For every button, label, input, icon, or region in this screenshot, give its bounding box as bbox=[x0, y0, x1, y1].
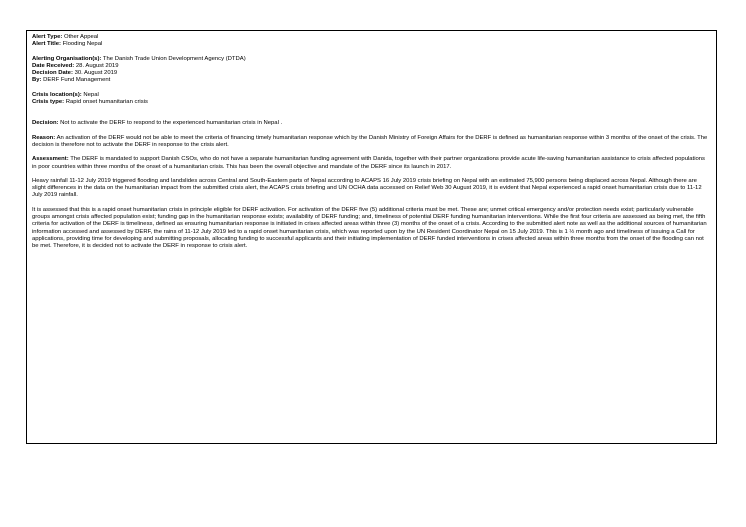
by-line bbox=[32, 77, 711, 84]
reason-label: Reason: bbox=[32, 134, 56, 141]
date-received-label: Date Received: bbox=[32, 62, 75, 69]
criteria-paragraph: It is assessed that this is a rapid onset humanitarian crisis in principle eligible for DERF activation. For activation of the DERF five (5) additional criteria must be met. These are; unmet critical emergency and/or protection needs exist; particularly vulnerable groups amongst crisis affected population exist; funding gap in the humanitarian response exists; availability of DERF funding; and, timeliness of potential DERF funding humanitarian interventions. While the first four criteria are assessed as being met, the fifth criteria for activation of the DERF is timeliness, defined as ensuring humanitarian response is initiated in crises affected areas within three (3) months of the onset of a crisis. According to the submitted alert note as well as the additional sources of humanitarian information accessed and assessed by DERF, the rains of 11-12 July 2019 led to a rapid onset humanitarian crisis, which was reported upon by the UN Resident Coordinator Nepal on 15 July 2019. This is 1 ½ month ago and timeliness of issuing a Call for applications, providing time for developing and submitting proposals, allocating funding to successful applicants and their initiating implementation of DERF funded interventions in crises affected areas within three months from the onset of the flooding can not be met. Therefore, it is decided not to activate the DERF in response to crisis alert. bbox=[32, 206, 707, 250]
reason-paragraph bbox=[32, 135, 711, 150]
alerting-organisation-value: The Danish Trade Union Development Agency (DTDA) bbox=[102, 55, 246, 62]
decision-label: Decision: bbox=[32, 120, 59, 127]
alerting-organisation-label: Alerting Organisation(s): bbox=[32, 55, 102, 62]
decision-date-value: 30. August 2019 bbox=[74, 70, 118, 77]
crisis-location-label: Crisis location(s): bbox=[32, 91, 82, 98]
crisis-location-line bbox=[32, 92, 711, 99]
spacer bbox=[32, 106, 711, 120]
spacer bbox=[32, 49, 711, 56]
by-value: DERF Fund Management bbox=[43, 77, 111, 84]
crisis-type-line bbox=[32, 99, 711, 106]
alert-type-label: Alert Type: bbox=[32, 34, 63, 40]
alert-title-value: Flooding Nepal bbox=[62, 41, 103, 48]
decision-date-line bbox=[32, 70, 711, 77]
alert-title-line bbox=[32, 41, 711, 48]
reason-text: An activation of the DERF would not be able to meet the criteria of financing timely humanitarian response which by the Danish Ministry of Foreign Affairs for the DERF is defined as humanitarian response within 3 months of the onset of the crisis. The decision is therefore not to activate the DERF in response to the crisis alert. bbox=[32, 134, 708, 148]
decision-text: Not to activate the DERF to respond to the experienced humanitarian crisis in Nepal . bbox=[60, 120, 283, 127]
decision-date-label: Decision Date: bbox=[32, 70, 73, 77]
assessment-paragraph bbox=[32, 156, 711, 171]
assessment-text: The DERF is mandated to support Danish CSOs, who do not have a separate humanitarian funding agreement with Danida, together with their partner organizations provide acute life-saving humanitarian assistance to crisis affected populations in poor countries within three months of the onset of a humanitarian crisis. This has been the overall objective and mandate of the DERF since its launch in 2017. bbox=[32, 156, 706, 170]
decision-document bbox=[26, 30, 717, 444]
crisis-type-label: Crisis type: bbox=[32, 99, 65, 106]
date-received-value: 28. August 2019 bbox=[75, 62, 119, 69]
alert-type-line bbox=[32, 34, 711, 41]
alerting-organisation-line bbox=[32, 56, 711, 63]
decision-paragraph bbox=[32, 120, 711, 127]
date-received-line bbox=[32, 63, 711, 70]
alert-type-value: Other Appeal bbox=[63, 34, 99, 40]
assessment-label: Assessment: bbox=[32, 156, 69, 163]
crisis-location-value: Nepal bbox=[83, 91, 99, 98]
rainfall-paragraph: Heavy rainfall 11-12 July 2019 triggered flooding and landslides across Central and South-Eastern parts of Nepal according to ACAPS 16 July 2019 crisis briefing on Nepal with an estimated 75,900 persons being displaced across Nepal. Although there are slight differences in the data on the humanitarian impact from the submitted crisis alert, the ACAPS crisis briefing and UN OCHA data accessed on Relief Web 30 August 2019, it is evident that Nepal experienced a rapid onset humanitarian crisis due to 11-12 July 2019 rainfall. bbox=[32, 177, 702, 199]
alert-title-label: Alert Title: bbox=[32, 41, 62, 48]
spacer bbox=[32, 85, 711, 92]
by-label: By: bbox=[32, 77, 42, 84]
crisis-type-value: Rapid onset humanitarian crisis bbox=[65, 99, 148, 106]
